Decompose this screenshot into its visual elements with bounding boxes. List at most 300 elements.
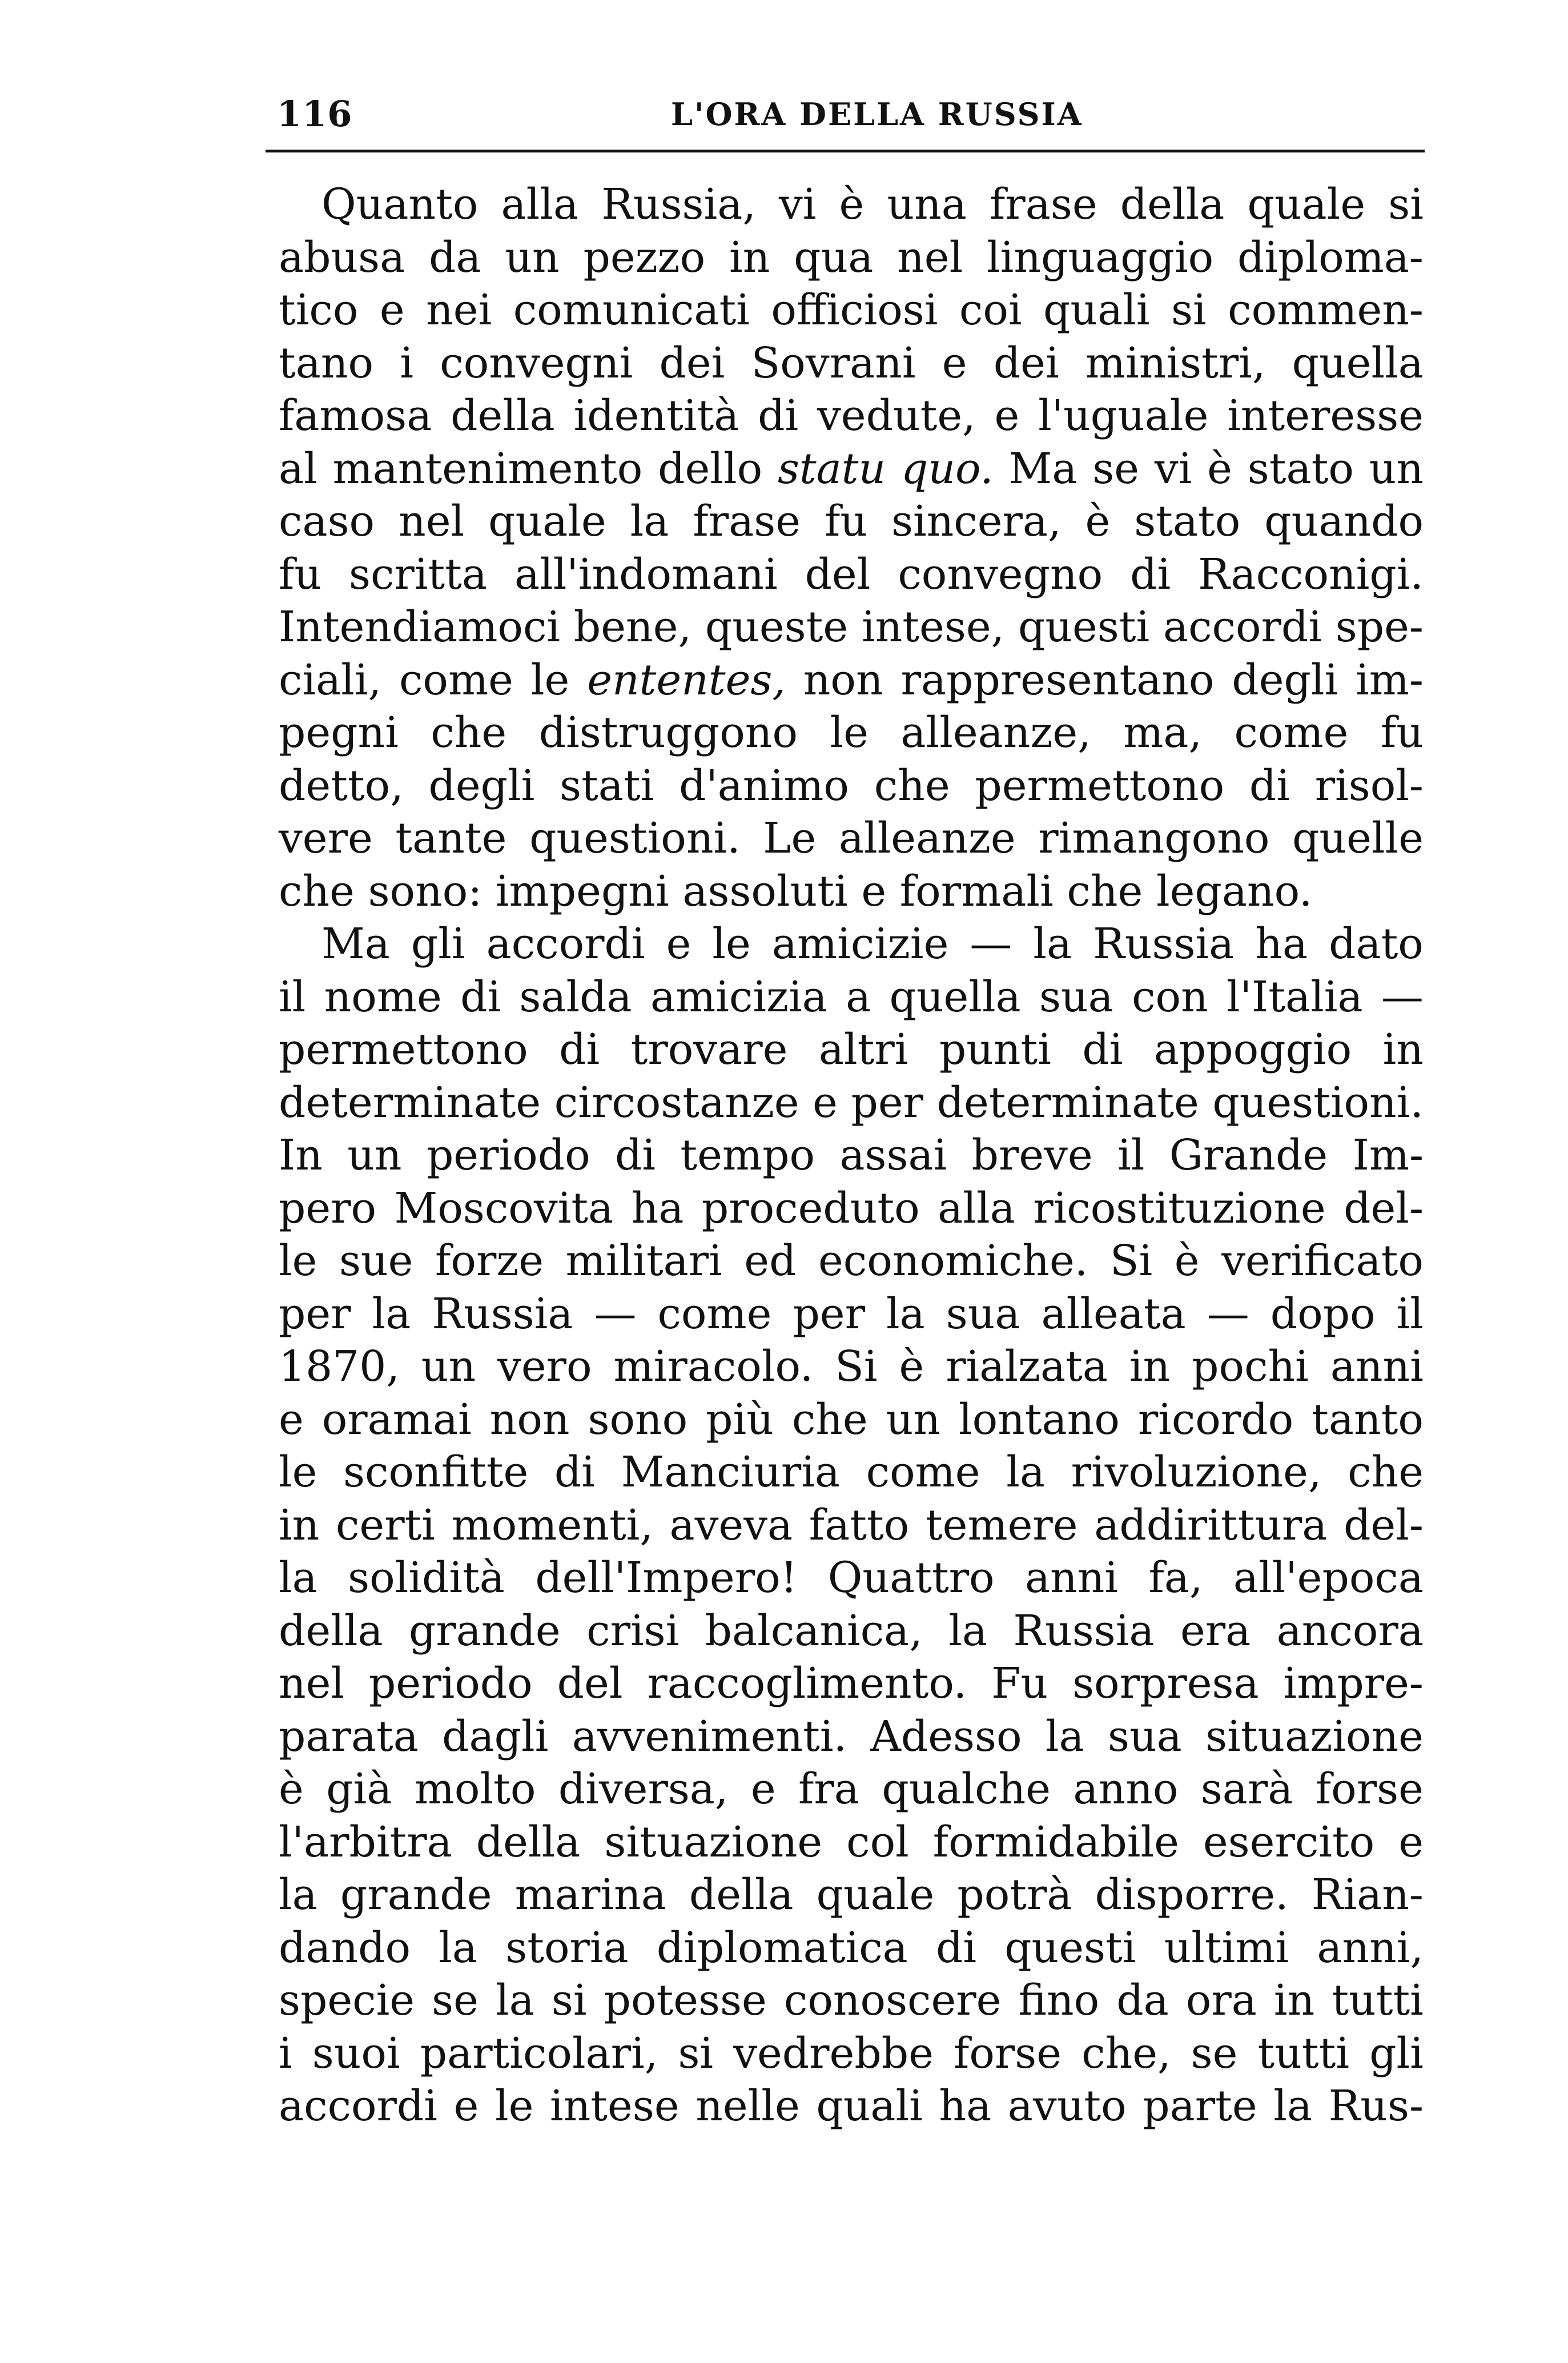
word: dell'Impero!	[535, 1553, 798, 1602]
word: più	[706, 1395, 774, 1444]
word: dei	[659, 338, 725, 388]
word: d'animo	[679, 761, 849, 810]
word: del-	[1344, 1183, 1424, 1233]
word: specie	[279, 1976, 415, 2025]
text-line	[279, 1340, 1424, 1393]
text-line	[279, 1552, 1424, 1605]
word: lontano	[958, 1395, 1120, 1444]
word: —	[594, 1289, 637, 1339]
text-line	[279, 443, 1424, 496]
word: —	[970, 919, 1012, 968]
word: è	[839, 180, 865, 229]
word: —	[1207, 1289, 1249, 1339]
word: altri	[818, 1025, 908, 1074]
word: potrà	[957, 1870, 1072, 1919]
text-line	[279, 548, 1424, 601]
word: Im-	[1352, 1131, 1424, 1180]
page-number: 116	[277, 93, 353, 135]
word: Si	[835, 1342, 878, 1391]
word: tempo	[680, 1131, 815, 1180]
word: alla	[501, 180, 579, 229]
word: formali	[899, 866, 1054, 916]
word: è	[279, 1765, 304, 1814]
word: quali	[1043, 286, 1150, 335]
word: ultimi	[1164, 1923, 1289, 1972]
word: Manciuria	[621, 1448, 841, 1497]
word: rivoluzione,	[1071, 1448, 1322, 1497]
word: diplomatica	[656, 1923, 908, 1972]
word: si	[1388, 180, 1424, 229]
text-line	[279, 971, 1424, 1024]
word: verificato	[1221, 1236, 1424, 1285]
word: in	[279, 1500, 320, 1550]
text-line	[279, 865, 1424, 918]
word: linguaggio	[987, 232, 1214, 282]
word: e	[750, 1765, 776, 1814]
word: Grande	[1169, 1131, 1328, 1180]
running-title: L'ORA DELLA RUSSIA	[671, 96, 1083, 132]
word: e	[1398, 1817, 1424, 1867]
word: balcanica,	[705, 1606, 923, 1655]
word: particolari,	[420, 2028, 658, 2078]
word: ha	[939, 2081, 992, 2131]
word: le	[530, 655, 570, 705]
word: pochi	[1192, 1342, 1309, 1391]
word: stati	[560, 761, 654, 810]
word: Quanto	[321, 180, 479, 229]
word: il	[1117, 1131, 1145, 1180]
word: tutti	[1332, 1976, 1424, 2025]
text-line	[279, 1182, 1424, 1235]
word: l'uguale	[1038, 391, 1209, 440]
word: situazione	[604, 1817, 823, 1867]
word: che	[279, 866, 355, 916]
word: si	[1171, 286, 1207, 335]
word: vi	[1154, 444, 1192, 493]
word: in	[1382, 1025, 1424, 1074]
word: sua	[1108, 1711, 1182, 1761]
word: la	[372, 1289, 411, 1339]
word: periodo	[426, 1131, 590, 1180]
word: della	[476, 1817, 581, 1867]
page-header	[277, 86, 1425, 143]
word: determinate	[936, 1078, 1199, 1127]
word: ed	[744, 1236, 797, 1285]
word: esercito	[1203, 1817, 1375, 1867]
word: di	[559, 1025, 600, 1074]
word: e	[994, 391, 1020, 440]
word: sue	[339, 1236, 413, 1285]
word: con	[1132, 972, 1208, 1022]
word: grande	[409, 1606, 561, 1655]
word: 1870,	[279, 1342, 400, 1391]
word: che	[1067, 866, 1143, 916]
word: della	[451, 391, 555, 440]
text-line	[279, 1710, 1424, 1763]
word: l'arbitra	[279, 1817, 452, 1867]
word: fatto	[809, 1500, 910, 1550]
word: statu	[777, 444, 886, 493]
text-line	[279, 2080, 1424, 2133]
text-line	[279, 284, 1424, 337]
word: quelle	[1292, 814, 1424, 863]
word: crisi	[586, 1606, 680, 1655]
word: intese,	[861, 602, 1005, 652]
word: come	[657, 1289, 772, 1339]
word: disporre.	[1095, 1870, 1289, 1919]
word: Russia,	[601, 180, 756, 229]
word: certi	[335, 1500, 435, 1550]
word: quale	[1247, 180, 1366, 229]
text-line	[279, 178, 1424, 231]
word: col	[846, 1817, 909, 1867]
word: un	[421, 1342, 476, 1391]
word: al	[279, 444, 317, 493]
word: che	[1348, 1448, 1424, 1497]
word: diversa,	[558, 1765, 729, 1814]
word: e	[279, 1395, 304, 1444]
word: un	[1369, 444, 1424, 493]
text-body	[279, 178, 1424, 2133]
word: quale	[488, 497, 606, 546]
word: alleanze	[838, 814, 1016, 863]
word: come	[866, 1448, 980, 1497]
word: di	[460, 972, 501, 1022]
word: e	[942, 338, 967, 388]
word: la	[1273, 2081, 1313, 2131]
word: spe-	[1335, 602, 1424, 652]
word: risol-	[1314, 761, 1424, 810]
word: ancora	[1276, 1606, 1424, 1655]
word: trovare	[630, 1025, 788, 1074]
text-line	[279, 231, 1424, 284]
word: avuto	[1007, 2081, 1127, 2131]
word: —	[1381, 972, 1424, 1022]
word: ora	[1185, 1976, 1257, 2025]
word: di	[554, 1448, 595, 1497]
word: sarà	[1200, 1765, 1293, 1814]
word: Rus-	[1328, 2081, 1424, 2131]
text-line	[279, 1129, 1424, 1182]
word: formidabile	[932, 1817, 1179, 1867]
word: commen-	[1228, 286, 1424, 335]
word: avvenimenti.	[572, 1711, 847, 1761]
text-line	[279, 1605, 1424, 1658]
word: già	[326, 1765, 392, 1814]
word: la	[279, 1553, 317, 1602]
word: la	[630, 497, 669, 546]
word: e	[453, 2081, 479, 2131]
word: nel	[897, 232, 963, 282]
word: fu	[824, 497, 868, 546]
word: Ma	[321, 919, 390, 968]
word: ha	[1255, 919, 1308, 968]
word: Moscovita	[394, 1183, 614, 1233]
word: solidità	[348, 1553, 505, 1602]
word: temere	[925, 1500, 1078, 1550]
word: quale	[816, 1870, 935, 1919]
word: fu	[279, 549, 322, 599]
word: alla	[938, 1183, 1015, 1233]
word: coi	[959, 286, 1022, 335]
word: ma,	[1123, 708, 1203, 757]
word: forse	[953, 2028, 1062, 2078]
word: vi	[778, 180, 817, 229]
word: stato	[1247, 444, 1354, 493]
word: dagli	[442, 1711, 549, 1761]
text-line	[279, 1393, 1424, 1446]
word: amicizia	[650, 972, 827, 1022]
word: Racconigi.	[1198, 549, 1424, 599]
word: si	[678, 2028, 714, 2078]
word: era	[1180, 1606, 1251, 1655]
header-rule	[266, 150, 1425, 152]
word: accordi	[1163, 602, 1322, 652]
word: tanto	[1312, 1395, 1424, 1444]
word: im-	[1356, 655, 1424, 705]
word: appoggio	[1153, 1025, 1352, 1074]
word: tano	[279, 338, 374, 388]
word: suoi	[312, 2028, 400, 2078]
word: che	[431, 708, 507, 757]
text-line	[279, 1023, 1424, 1076]
word: questioni.	[1212, 1078, 1424, 1127]
word: è	[1174, 1236, 1200, 1285]
word: la	[495, 1976, 534, 2025]
word: questioni.	[529, 814, 741, 863]
word: pegni	[279, 708, 399, 757]
word: Intendiamoci	[279, 602, 561, 652]
word: un	[347, 1131, 402, 1180]
text-line	[279, 812, 1424, 865]
word: nei	[426, 286, 492, 335]
word: sua	[1039, 972, 1113, 1022]
word: che	[874, 761, 950, 810]
word: frase	[693, 497, 801, 546]
word: se	[1191, 2028, 1238, 2078]
word: rimangono	[1038, 814, 1270, 863]
word: dei	[993, 338, 1059, 388]
word: famosa	[279, 391, 432, 440]
word: del	[805, 549, 871, 599]
word: anni	[1330, 1342, 1424, 1391]
text-line	[279, 1816, 1424, 1869]
word: bene,	[573, 602, 692, 652]
word: situazione	[1205, 1711, 1424, 1761]
word: per	[851, 1078, 924, 1127]
word: vero	[497, 1342, 592, 1391]
word: a	[846, 972, 871, 1022]
word: breve	[971, 1131, 1093, 1180]
word: frase	[990, 180, 1097, 229]
text-line	[279, 495, 1424, 548]
word: ciali,	[279, 655, 382, 705]
word: officiosi	[771, 286, 938, 335]
text-line	[279, 1499, 1424, 1552]
word: il	[279, 972, 306, 1022]
word: nome	[324, 972, 442, 1022]
word: le	[830, 708, 869, 757]
word: il	[1396, 1289, 1424, 1339]
word: impegni	[495, 866, 669, 916]
text-line	[279, 1974, 1424, 2027]
word: Quattro	[827, 1553, 995, 1602]
word: Adesso	[870, 1711, 1022, 1761]
word: la	[1045, 1711, 1084, 1761]
text-line	[279, 1657, 1424, 1710]
word: nel	[399, 497, 465, 546]
word: di	[758, 391, 799, 440]
word: la	[948, 1606, 988, 1655]
text-line	[279, 1076, 1424, 1130]
word: la	[886, 1289, 925, 1339]
word: distruggono	[538, 708, 798, 757]
word: interesse	[1227, 391, 1424, 440]
word: è	[899, 1342, 924, 1391]
text-line	[279, 1235, 1424, 1288]
word: tante	[395, 814, 507, 863]
word: oramai	[321, 1395, 472, 1444]
word: militari	[565, 1236, 722, 1285]
word: scritta	[348, 549, 488, 599]
word: assoluti	[682, 866, 848, 916]
word: che,	[1081, 2028, 1171, 2078]
word: diploma-	[1237, 232, 1424, 282]
word: la	[279, 1870, 317, 1919]
word: le	[279, 1236, 317, 1285]
word: e	[379, 286, 405, 335]
text-line	[279, 654, 1424, 707]
text-line	[279, 389, 1424, 443]
word: sorpresa	[1072, 1659, 1259, 1708]
word: forze	[435, 1236, 544, 1285]
word: In	[279, 1131, 323, 1180]
word: le	[494, 2081, 534, 2131]
word: dopo	[1270, 1289, 1376, 1339]
word: alleata	[1041, 1289, 1186, 1339]
word: qua	[794, 232, 874, 282]
word: un	[505, 232, 560, 282]
word: caso	[279, 497, 375, 546]
word: determinate	[279, 1078, 541, 1127]
word: ententes,	[587, 655, 786, 705]
word: assai	[839, 1131, 947, 1180]
word: fa,	[1148, 1553, 1203, 1602]
word: i	[400, 338, 414, 388]
text-line	[279, 1922, 1424, 1975]
word: se	[1092, 444, 1140, 493]
word: intese	[549, 2081, 680, 2131]
word: mantenimento	[332, 444, 643, 493]
word: sua	[946, 1289, 1020, 1339]
word: questi	[1018, 602, 1150, 652]
word: abusa	[279, 232, 405, 282]
word: salda	[519, 972, 632, 1022]
word: è	[1207, 444, 1232, 493]
word: da	[1116, 1976, 1169, 2025]
word: gli	[1369, 2028, 1424, 2078]
word: qualche	[882, 1765, 1051, 1814]
word: convegni	[440, 338, 633, 388]
word: conoscere	[783, 1976, 1002, 2025]
word: per	[793, 1289, 865, 1339]
word: degli	[1232, 655, 1338, 705]
word: un	[886, 1395, 940, 1444]
text-line	[279, 601, 1424, 654]
text-line	[279, 706, 1424, 759]
text-line	[279, 337, 1424, 390]
word: ricostituzione	[1033, 1183, 1326, 1233]
word: molto	[414, 1765, 536, 1814]
word: Le	[763, 814, 817, 863]
word: da	[429, 232, 481, 282]
word: tutti	[1257, 2028, 1350, 2078]
word: i	[279, 2028, 292, 2078]
word: quella	[1292, 338, 1424, 388]
word: quella	[889, 972, 1021, 1022]
word: la	[1006, 1448, 1045, 1497]
word: se	[432, 1976, 479, 2025]
word: vere	[279, 814, 373, 863]
word: della	[689, 1870, 794, 1919]
text-line	[279, 1446, 1424, 1499]
text-line	[279, 759, 1424, 813]
word: dando	[279, 1923, 411, 1972]
word: Russia	[1093, 919, 1235, 968]
word: di	[935, 1923, 976, 1972]
word: della	[279, 1606, 383, 1655]
word: rialzata	[946, 1342, 1108, 1391]
word: all'indomani	[514, 549, 778, 599]
word: rappresentano	[900, 655, 1215, 705]
text-line	[279, 2027, 1424, 2080]
word: del	[557, 1659, 623, 1708]
word: e	[861, 866, 887, 916]
word: impre-	[1283, 1659, 1424, 1708]
word: Sovrani	[751, 338, 916, 388]
word: sono:	[368, 866, 483, 916]
word: alleanze,	[900, 708, 1091, 757]
word: dello	[658, 444, 763, 493]
word: una	[887, 180, 967, 229]
word: la	[439, 1923, 478, 1972]
word: parte	[1143, 2081, 1257, 2131]
word: periodo	[369, 1659, 533, 1708]
word: in	[729, 232, 770, 282]
word: di	[1130, 549, 1171, 599]
word: la	[1033, 919, 1072, 968]
word: in	[1129, 1342, 1171, 1391]
word: del-	[1344, 1500, 1424, 1550]
word: quali	[816, 2081, 923, 2131]
word: accordi	[279, 2081, 437, 2131]
word: permettono	[975, 761, 1225, 810]
word: non	[803, 655, 883, 705]
word: tico	[279, 286, 359, 335]
word: forse	[1315, 1765, 1424, 1814]
word: anno	[1073, 1765, 1179, 1814]
word: sono	[588, 1395, 688, 1444]
word: e	[666, 919, 691, 968]
word: permettono	[279, 1025, 528, 1074]
word: detto,	[279, 761, 404, 810]
word: Rian-	[1311, 1870, 1424, 1919]
word: nel	[279, 1659, 345, 1708]
word: nelle	[695, 2081, 800, 2131]
word: è	[1085, 497, 1111, 546]
word: e	[813, 1078, 838, 1127]
word: Si	[1109, 1236, 1153, 1285]
